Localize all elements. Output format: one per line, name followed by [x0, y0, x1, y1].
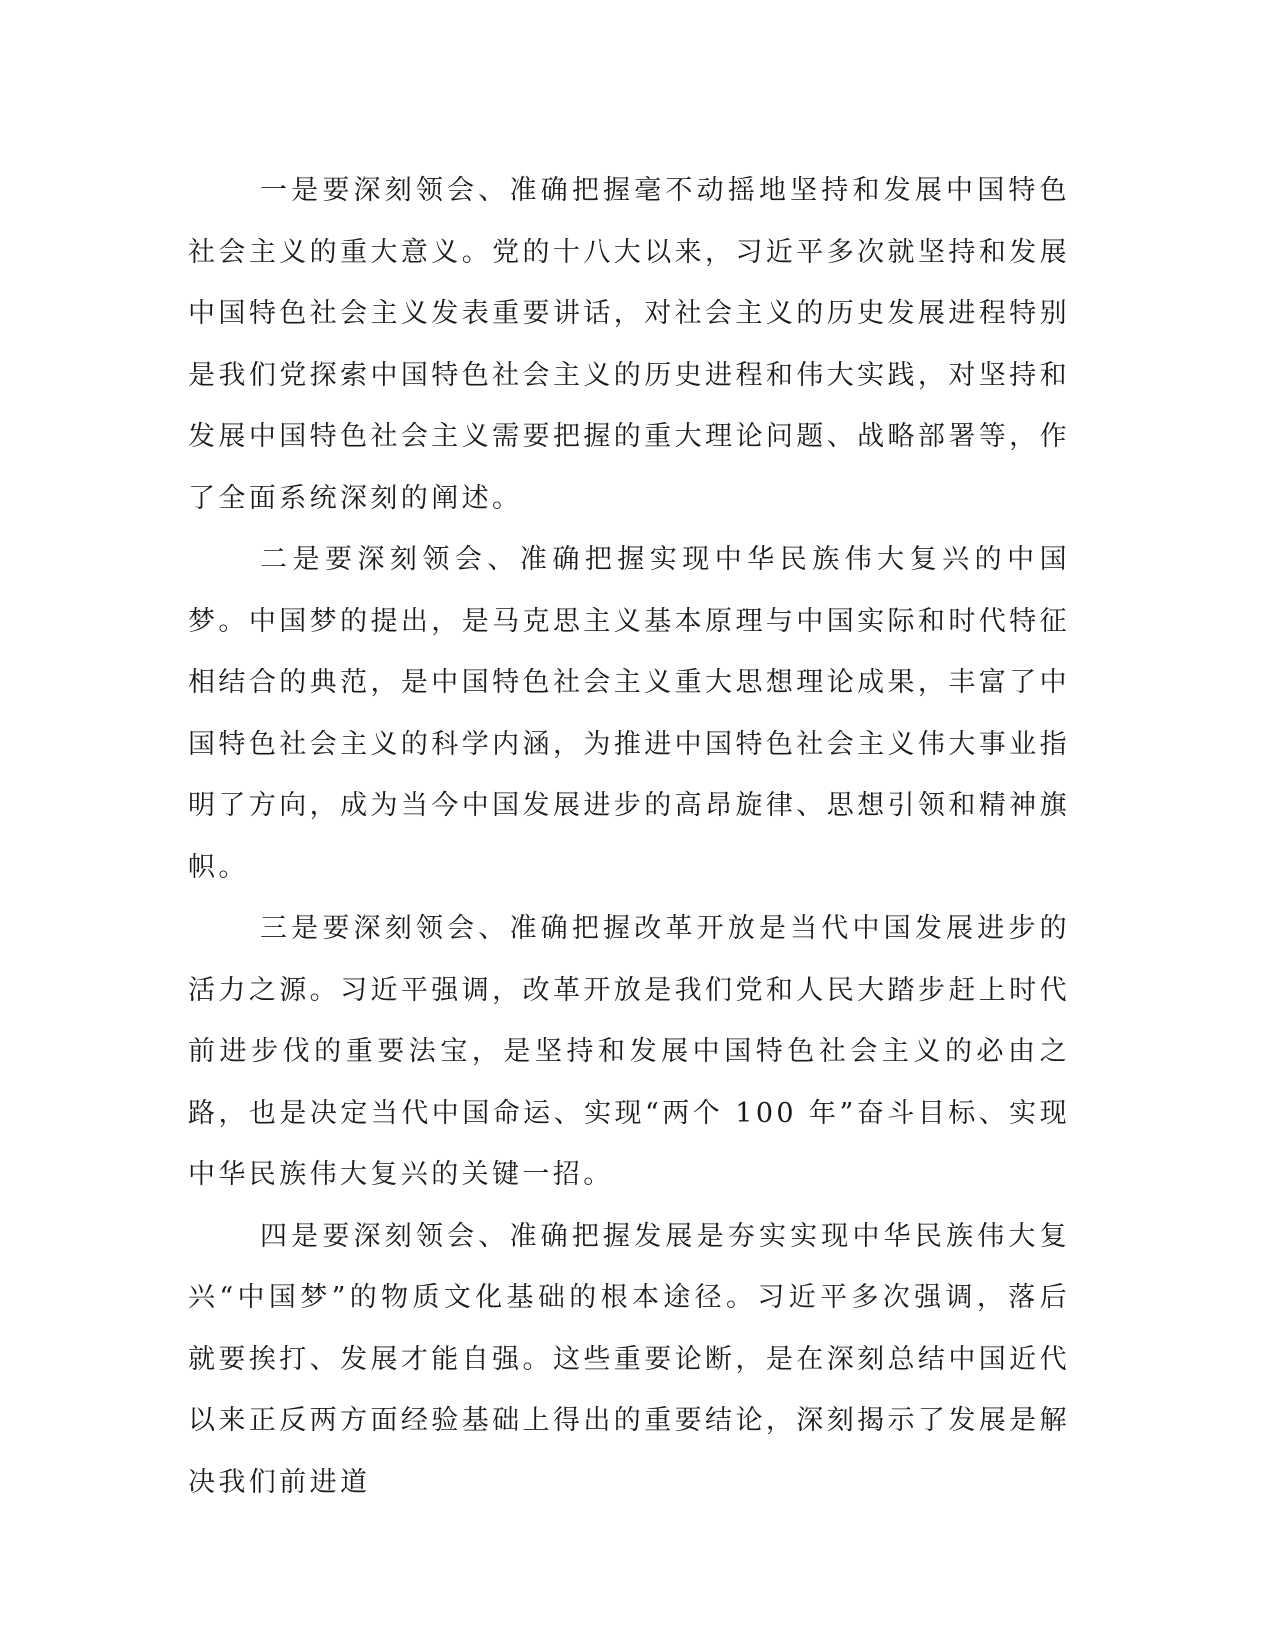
document-body	[188, 160, 1070, 1513]
paragraph-2: 二是要深刻领会、准确把握实现中华民族伟大复兴的中国梦。中国梦的提出，是马克思主义基本原理与中国实际和时代特征相结合的典范，是中国特色社会主义重大思想理论成果，丰富了中国特色社会主义的科学内涵，为推进中国特色社会主义伟大事业指明了方向，成为当今中国发展进步的高昂旋律、思想引领和精神旗帜。	[188, 544, 1070, 883]
paragraph-4: 四是要深刻领会、准确把握发展是夯实实现中华民族伟大复兴“中国梦”的物质文化基础的根本途径。习近平多次强调，落后就要挨打、发展才能自强。这些重要论断，是在深刻总结中国近代以来正反两方面经验基础上得出的重要结论，深刻揭示了发展是解决我们前进道	[188, 1220, 1070, 1498]
paragraph-1: 一是要深刻领会、准确把握毫不动摇地坚持和发展中国特色社会主义的重大意义。党的十八大以来，习近平多次就坚持和发展中国特色社会主义发表重要讲话，对社会主义的历史发展进程特别是我们党探索中国特色社会主义的历史进程和伟大实践，对坚持和发展中国特色社会主义需要把握的重大理论问题、战略部署等，作了全面系统深刻的阐述。	[188, 175, 1070, 514]
paragraph-3: 三是要深刻领会、准确把握改革开放是当代中国发展进步的活力之源。习近平强调，改革开放是我们党和人民大踏步赶上时代前进步伐的重要法宝，是坚持和发展中国特色社会主义的必由之路，也是决定当代中国命运、实现“两个 100 年”奋斗目标、实现中华民族伟大复兴的关键一招。	[188, 913, 1070, 1190]
